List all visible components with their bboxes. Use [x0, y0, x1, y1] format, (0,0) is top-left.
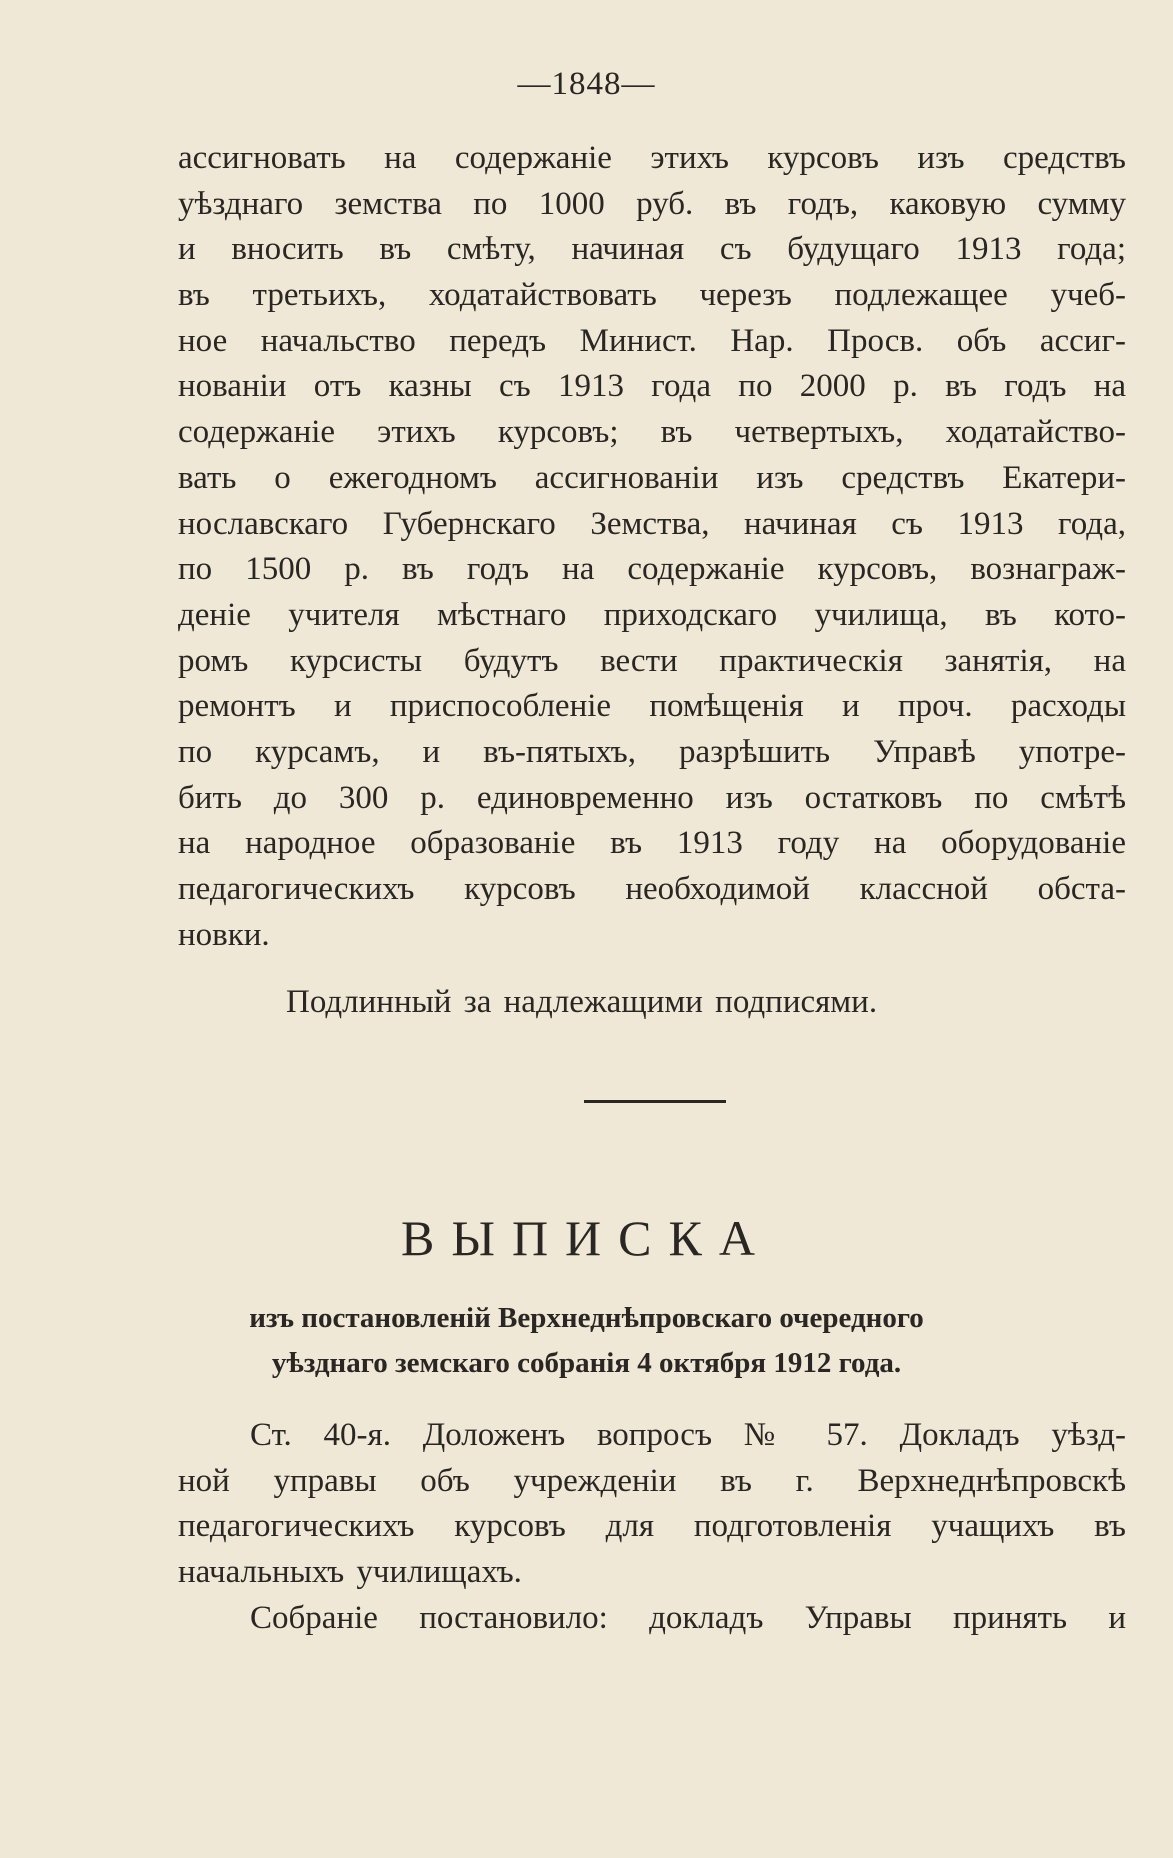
continued-paragraph: [178, 136, 1126, 958]
text-line: Ст. 40-я. Доложенъ вопросъ № 57. Докладъ уѣзд-: [250, 1417, 1126, 1453]
text-line: ромъ курсисты будутъ вести практическія занятія, на: [178, 642, 1126, 679]
text-line: ное начальство передъ Минист. Нар. Просв. объ ассиг-: [178, 322, 1126, 359]
text-line: Собраніе постановило: докладъ Управы принять и: [250, 1599, 1126, 1636]
text-line: бить до 300 р. единовременно изъ остатковъ по смѣтѣ: [178, 779, 1126, 816]
text-line: ремонтъ и приспособленіе помѣщенія и проч. расходы: [178, 688, 1126, 725]
text-line: нославскаго Губернскаго Земства, начиная съ 1913 года,: [178, 505, 1126, 542]
text-line: педагогическихъ курсовъ для подготовленія учащихъ въ: [178, 1508, 1126, 1545]
section-divider: [584, 1100, 726, 1103]
signature-note: Подлинный за надлежащими подписями.: [286, 984, 878, 1020]
section-subheading: уѣзднаго земскаго собранія 4 октября 1912 года.: [271, 1347, 902, 1379]
text-line: въ третьихъ, ходатайствовать черезъ подлежащее учеб-: [178, 277, 1126, 314]
text-line: деніе учителя мѣстнаго приходскаго училища, въ кото-: [178, 596, 1126, 633]
section-subheading: изъ постановленій Верхнеднѣпровскаго очередного: [249, 1302, 924, 1334]
text-line: нованіи отъ казны съ 1913 года по 2000 р. въ годъ на: [178, 368, 1126, 405]
text-line: по курсамъ, и въ-пятыхъ, разрѣшить Управѣ употре-: [178, 733, 1126, 770]
text-line: начальныхъ училищахъ.: [178, 1554, 522, 1591]
section-heading: ВЫПИСКА: [401, 1210, 772, 1266]
text-line: по 1500 р. въ годъ на содержаніе курсовъ, вознаграж-: [178, 551, 1126, 588]
text-line: вать о ежегодномъ ассигнованіи изъ средствъ Екатери-: [178, 459, 1126, 496]
page-number: —1848—: [517, 66, 656, 102]
text-line: новки.: [178, 916, 270, 953]
extract-paragraph: [178, 1413, 1126, 1641]
text-line: уѣзднаго земства по 1000 руб. въ годъ, каковую сумму: [178, 185, 1126, 222]
text-line: и вносить въ смѣту, начиная съ будущаго 1913 года;: [178, 231, 1126, 268]
text-line: педагогическихъ курсовъ необходимой классной обста-: [178, 871, 1126, 907]
text-line: на народное образованіе въ 1913 году на оборудованіе: [178, 825, 1126, 862]
text-line: содержаніе этихъ курсовъ; въ четвертыхъ, ходатайство-: [178, 414, 1126, 451]
text-line: ной управы объ учрежденіи въ г. Верхнеднѣпровскѣ: [178, 1462, 1126, 1499]
text-line: ассигновать на содержаніе этихъ курсовъ изъ средствъ: [178, 140, 1126, 176]
